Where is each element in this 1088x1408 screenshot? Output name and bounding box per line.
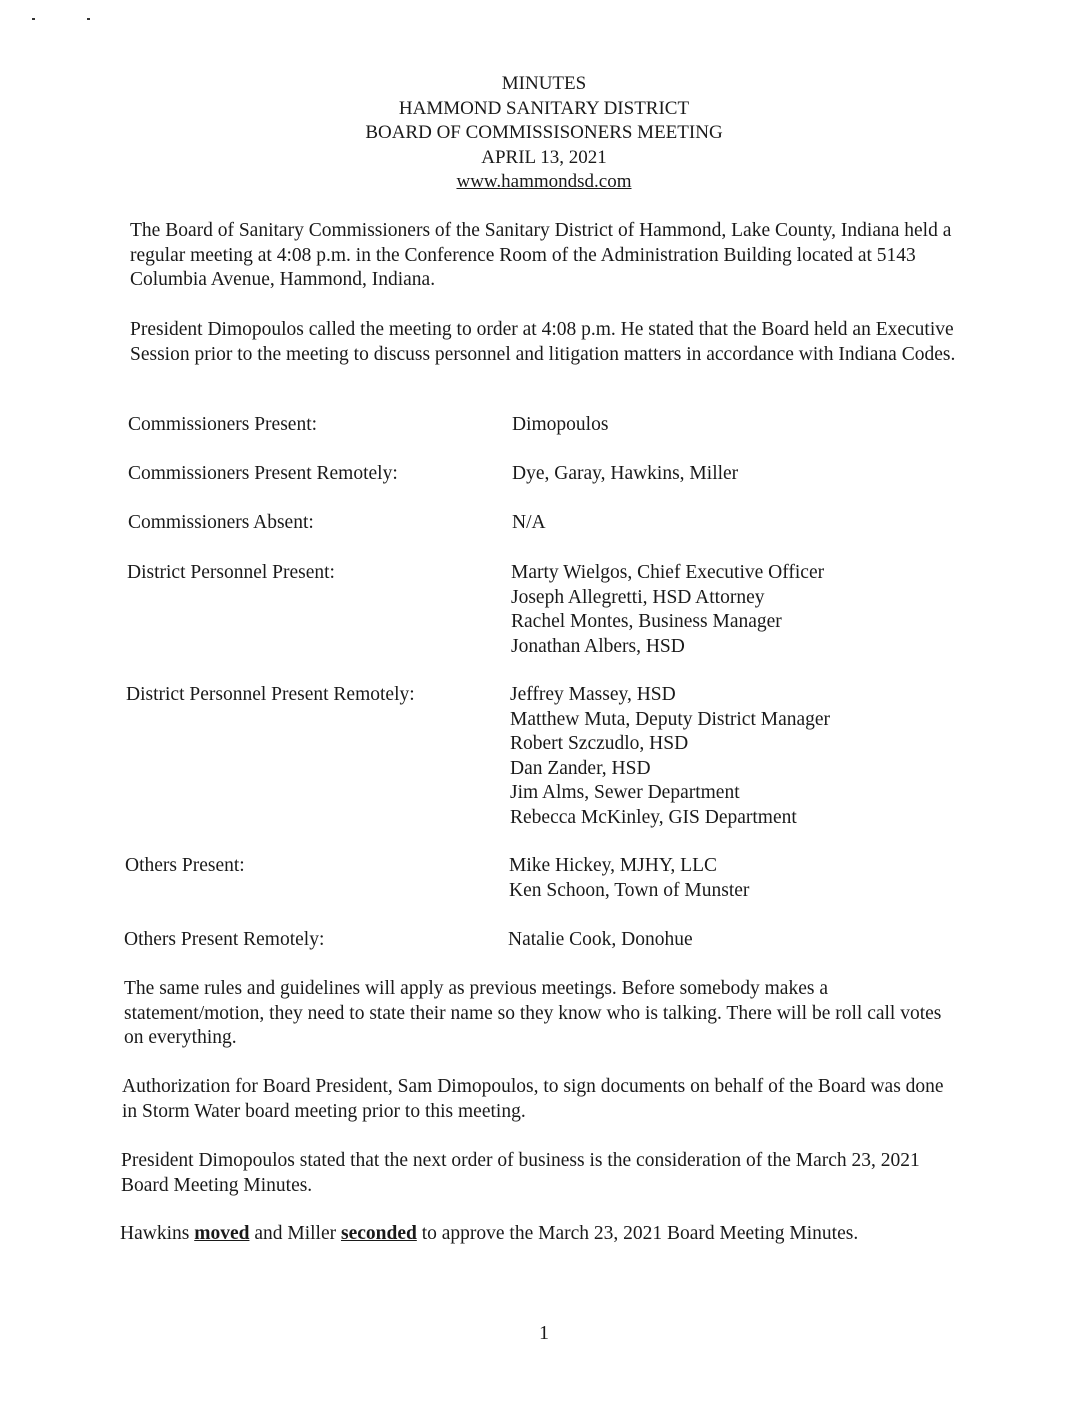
header-meeting: BOARD OF COMMISSISONERS MEETING — [365, 122, 723, 143]
attendance-value: N/A — [512, 512, 546, 533]
scan-mark — [32, 18, 35, 20]
rules-paragraph: The same rules and guidelines will apply as previous meetings. Before somebody makes a statement/motion, they need to state their name so they know who is talking. There will be roll call votes on everything. — [124, 978, 942, 1048]
page-number: 1 — [539, 1322, 549, 1344]
attendance-value: Marty Wielgos, Chief Executive Officer — [511, 562, 825, 583]
header-date: APRIL 13, 2021 — [481, 146, 607, 168]
website-link[interactable]: www.hammondsd.com — [456, 171, 632, 192]
header-organization: HAMMOND SANITARY DISTRICT — [398, 97, 690, 119]
authorization-paragraph: Authorization for Board President, Sam Dimopoulos, to sign documents on behalf of the Board was done in Storm Water board meeting prior to this meeting. — [122, 1076, 944, 1122]
attendance-value: Natalie Cook, Donohue — [508, 929, 693, 950]
attendance-label: District Personnel Present Remotely: — [126, 684, 415, 705]
attendance-label: Commissioners Absent: — [128, 512, 314, 533]
next-business-paragraph: President Dimopoulos stated that the next order of business is the consideration of the March 23, 2021 Board Meeting Minutes. — [121, 1150, 920, 1196]
attendance-value: Dan Zander, HSD — [510, 757, 651, 779]
attendance-value: Dye, Garay, Hawkins, Miller — [512, 463, 739, 484]
attendance-value: Robert Szczudlo, HSD — [510, 733, 689, 754]
attendance-value: Ken Schoon, Town of Munster — [509, 879, 750, 901]
attendance-value: Jim Alms, Sewer Department — [510, 782, 740, 803]
scan-mark — [87, 18, 90, 20]
attendance-value: Joseph Allegretti, HSD Attorney — [511, 586, 765, 608]
moved-keyword: moved — [194, 1223, 250, 1244]
header-title: MINUTES — [501, 73, 587, 94]
attendance-value: Matthew Muta, Deputy District Manager — [510, 708, 831, 730]
attendance-value: Jonathan Albers, HSD — [511, 635, 685, 657]
attendance-value: Mike Hickey, MJHY, LLC — [509, 855, 717, 876]
seconded-keyword: seconded — [340, 1223, 417, 1244]
attendance-value: Rachel Montes, Business Manager — [511, 611, 782, 632]
attendance-label: Commissioners Present: — [128, 414, 318, 435]
attendance-value: Dimopoulos — [512, 414, 609, 435]
call-to-order-paragraph: President Dimopoulos called the meeting to order at 4:08 p.m. He stated that the Board held an Executive Session prior to the meeting to discuss personnel and litigation matters in accordance with Indiana Codes. — [130, 319, 956, 365]
motion-text: Hawkins — [120, 1223, 195, 1244]
attendance-label: District Personnel Present: — [127, 562, 335, 583]
attendance-label: Others Present Remotely: — [124, 929, 325, 950]
motion-text: and Miller — [249, 1223, 341, 1244]
motion-paragraph — [120, 1222, 980, 1247]
attendance-value: Jeffrey Massey, HSD — [510, 684, 676, 705]
intro-paragraph: The Board of Sanitary Commissioners of the Sanitary District of Hammond, Lake County, Indiana held a regular meeting at 4:08 p.m. in the Conference Room of the Administration Building located at 5143 Columbia Avenue, Hammond, Indiana. — [130, 220, 952, 290]
attendance-value: Rebecca McKinley, GIS Department — [510, 806, 797, 828]
attendance-label: Commissioners Present Remotely: — [128, 463, 398, 484]
document-header — [0, 72, 1088, 195]
attendance-label: Others Present: — [125, 855, 245, 876]
motion-text: to approve the March 23, 2021 Board Meeting Minutes. — [416, 1223, 859, 1244]
